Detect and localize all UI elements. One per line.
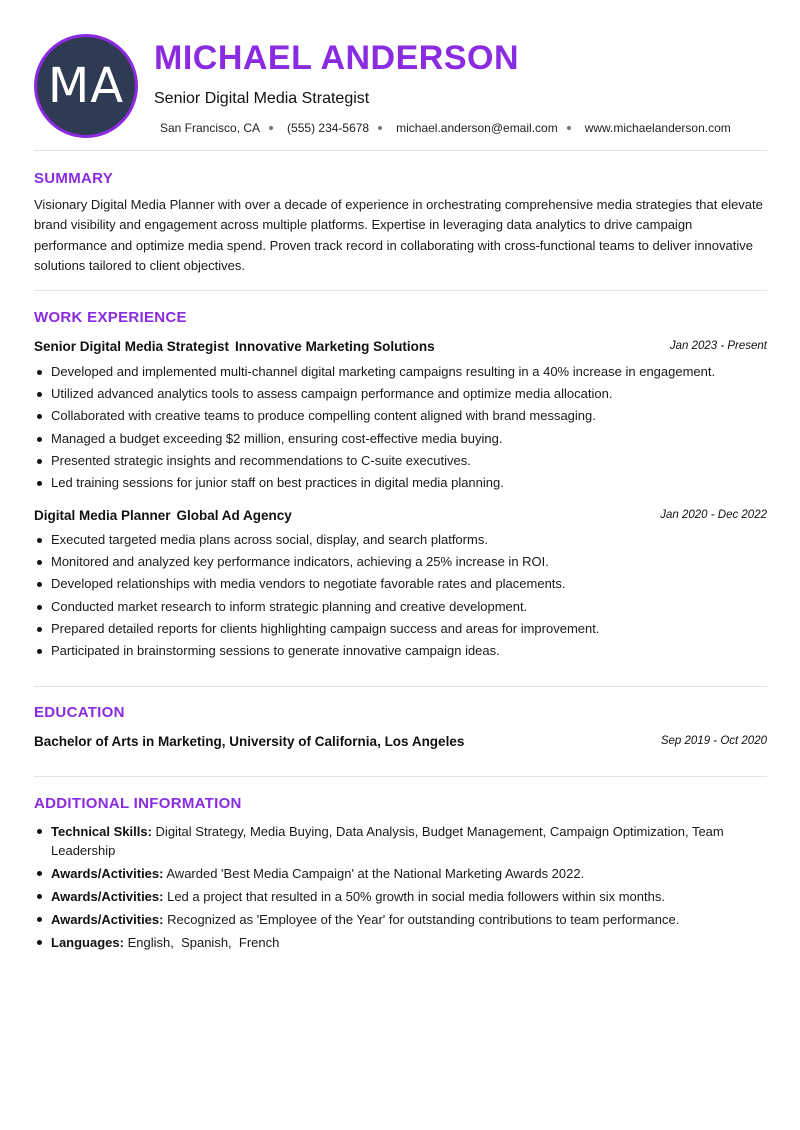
job-date: Jan 2020 - Dec 2022 [660,509,767,521]
avatar [34,34,138,138]
contact-location: San Francisco, CA [160,121,261,135]
experience-heading: WORK EXPERIENCE [34,309,187,326]
summary-text: Visionary Digital Media Planner with over a decade of experience in orchestrating comprehensive media strategies that elevate brand visibility and engagement across multiple platforms. Expertise in leveraging data analytics to drive campaign performance and optimize media spend. Proven track record in collaborating with cross-functional teams to deliver innovative solutions tailored to client objectives. [34,197,763,274]
item-text: Led a project that resulted in a 50% growth in social media followers within six months. [167,889,665,904]
item-label: Technical Skills: [51,824,152,839]
list-item: Utilized advanced analytics tools to assess campaign performance and optimize media allocation. [34,386,767,408]
item-text: English, Spanish, French [127,935,280,950]
contact-row [160,121,731,135]
list-item [34,822,767,860]
list-item [34,933,767,952]
section-divider [34,776,767,777]
list-item: Collaborated with creative teams to produce compelling content aligned with brand messaging. [34,408,767,430]
summary-heading: SUMMARY [34,170,114,187]
job-company: Global Ad Agency [176,508,292,523]
item-text: Digital Strategy, Media Buying, Data Analysis, Budget Management, Campaign Optimization, Team Leadership [51,824,724,858]
item-label: Languages: [51,935,124,950]
education-entry [34,733,767,751]
contact-website[interactable]: www.michaelanderson.com [584,121,731,135]
contact-phone: (555) 234-5678 [287,121,370,135]
section-divider [34,290,767,291]
job-bullets [34,364,767,497]
list-item: Monitored and analyzed key performance indicators, achieving a 25% increase in ROI. [34,554,767,576]
additional-list [34,822,767,956]
item-text: Recognized as 'Employee of the Year' for outstanding contributions to team performance. [167,912,680,927]
separator-dot-icon [567,126,571,130]
list-item: Managed a budget exceeding $2 million, ensuring cost-effective media buying. [34,431,767,453]
list-item [34,910,767,929]
item-label: Awards/Activities: [51,866,164,881]
job-header [34,507,767,525]
job-bullets [34,532,767,665]
additional-heading: ADDITIONAL INFORMATION [34,795,242,812]
separator-dot-icon [378,126,382,130]
separator-dot-icon [269,126,273,130]
section-divider [34,150,767,151]
section-divider [34,686,767,687]
list-item [34,887,767,906]
job-header [34,338,767,356]
list-item: Conducted market research to inform strategic planning and creative development. [34,599,767,621]
job-company: Innovative Marketing Solutions [235,339,435,354]
resume-header [34,34,767,138]
list-item: Executed targeted media plans across social, display, and search platforms. [34,532,767,554]
list-item [34,864,767,883]
list-item: Developed and implemented multi-channel digital marketing campaigns resulting in a 40% increase in engagement. [34,364,767,386]
list-item: Participated in brainstorming sessions to generate innovative campaign ideas. [34,643,767,665]
education-date: Sep 2019 - Oct 2020 [660,735,767,747]
item-label: Awards/Activities: [51,889,164,904]
education-heading: EDUCATION [34,704,125,721]
education-degree: Bachelor of Arts in Marketing, University of California, Los Angeles [34,734,465,749]
candidate-name: MICHAEL ANDERSON [154,39,520,77]
job-date: Jan 2023 - Present [669,340,767,352]
avatar-initials: MA [47,58,125,114]
list-item: Led training sessions for junior staff on best practices in digital media planning. [34,475,767,497]
job-role: Senior Digital Media Strategist [34,339,230,354]
list-item: Prepared detailed reports for clients highlighting campaign success and areas for improvement. [34,621,767,643]
contact-email[interactable]: michael.anderson@email.com [396,121,558,135]
candidate-title: Senior Digital Media Strategist [154,90,370,107]
list-item: Developed relationships with media vendors to negotiate favorable rates and placements. [34,576,767,598]
item-text: Awarded 'Best Media Campaign' at the National Marketing Awards 2022. [166,866,585,881]
job-role: Digital Media Planner [34,508,171,523]
item-label: Awards/Activities: [51,912,164,927]
list-item: Presented strategic insights and recommendations to C-suite executives. [34,453,767,475]
